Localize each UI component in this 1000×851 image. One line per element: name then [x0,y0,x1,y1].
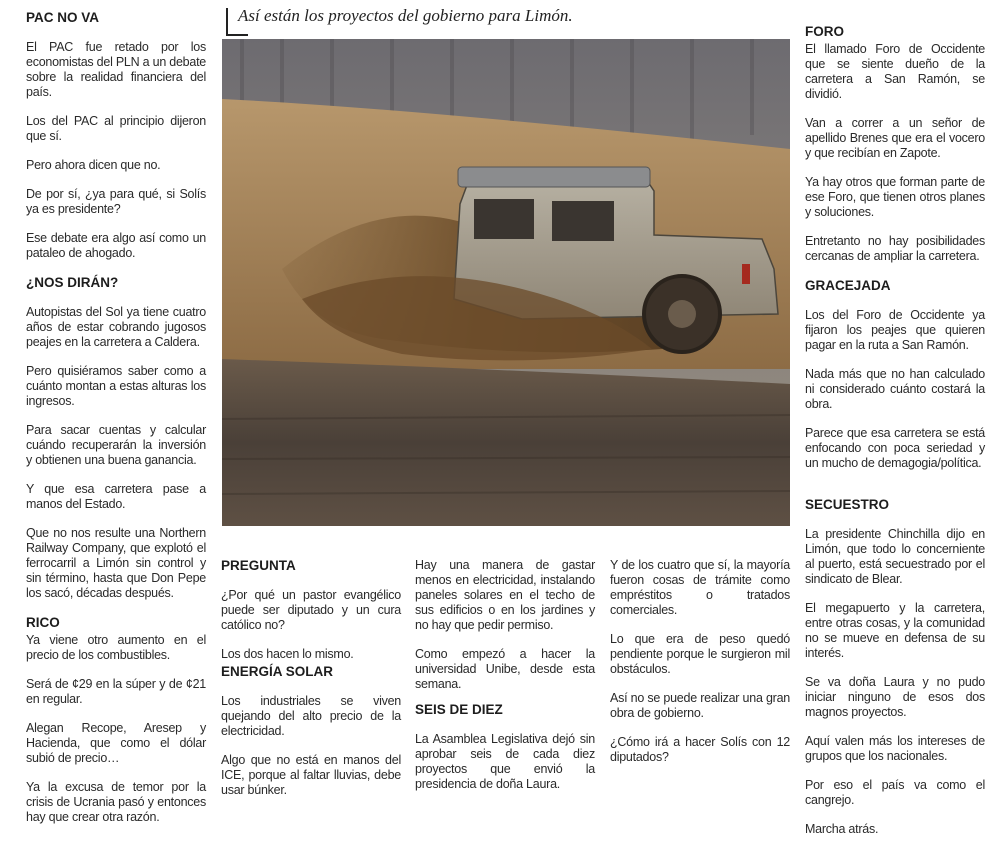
paragraph: Autopistas del Sol ya tiene cuatro años de estar cobrando jugosos peajes en la carretera a Caldera. [26,305,206,349]
paragraph: Algo que no está en manos del ICE, porque al faltar lluvias, debe usar búnker. [221,753,401,797]
paragraph: Será de ¢29 en la súper y de ¢21 en regular. [26,677,206,706]
headline-block [226,4,796,34]
paragraph: Que no nos resulte una Northern Railway Company, que explotó el ferrocarril a Limón sin control y sin término, hasta que Don Pepe los sacó, décadas después. [26,526,206,600]
paragraph: ¿Cómo irá a hacer Solís con 12 diputados? [610,735,790,764]
paragraph: La Asamblea Legislativa dejó sin aprobar seis de cada diez proyectos que envió la presidencia de doña Laura. [415,732,595,791]
paragraph: Y de los cuatro que sí, la mayoría fueron cosas de trámite como empréstitos o tratados comerciales. [610,558,790,617]
paragraph: Los dos hacen lo mismo. [221,647,354,661]
bottom-column-1 [221,558,401,812]
paragraph: Alegan Recope, Aresep y Hacienda, que como el dólar subió de precio… [26,721,206,765]
section-title: PAC NO VA [26,10,100,25]
left-column [26,10,206,839]
paragraph: Ya hay otros que forman parte de ese Foro, que tienen otros planes y soluciones. [805,175,985,219]
right-column [805,24,985,851]
paragraph: El PAC fue retado por los economistas del PLN a un debate sobre la realidad financiera del país. [26,40,206,99]
section-title: RICO [26,615,60,630]
paragraph: De por sí, ¿ya para qué, si Solís ya es presidente? [26,187,206,216]
paragraph: Ya viene otro aumento en el precio de los combustibles. [26,633,206,662]
bottom-column-3 [610,558,790,779]
paragraph: El megapuerto y la carretera, entre otras cosas, y la comunidad no se mueve en defensa de su interés. [805,601,985,660]
paragraph: Los del PAC al principio dijeron que sí. [26,114,206,143]
paragraph: Pero quisiéramos saber como a cuánto montan a estas alturas los ingresos. [26,364,206,408]
section-title: PREGUNTA [221,558,296,573]
paragraph: Lo que era de peso quedó pendiente porque le surgieron mil obstáculos. [610,632,790,676]
paragraph: Van a correr a un señor de apellido Brenes que era el vocero y que recibían en Zapote. [805,116,985,160]
paragraph: Y que esa carretera pase a manos del Estado. [26,482,206,511]
paragraph: Por eso el país va como el cangrejo. [805,778,985,807]
paragraph: Pero ahora dicen que no. [26,158,161,172]
paragraph: Aquí valen más los intereses de grupos que los nacionales. [805,734,985,763]
section-title: GRACEJADA [805,278,891,293]
paragraph: ¿Por qué un pastor evangélico puede ser diputado y un cura católico no? [221,588,401,632]
paragraph: Para sacar cuentas y calcular cuándo recuperarán la inversión y obtienen una buena ganancia. [26,423,206,467]
paragraph: Así no se puede realizar una gran obra de gobierno. [610,691,790,720]
section-title: FORO [805,24,844,39]
headline: Así están los proyectos del gobierno para Limón. [238,6,573,25]
paragraph: Entretanto no hay posibilidades cercanas de ampliar la carretera. [805,234,985,263]
section-title: ENERGÍA SOLAR [221,664,334,679]
paragraph: El llamado Foro de Occidente que se siente dueño de la carretera a San Ramón, se dividió. [805,42,985,101]
paragraph: Hay una manera de gastar menos en electricidad, instalando paneles solares en el techo de sus edificios o en los jardines y no hay que pedir permiso. [415,558,595,632]
paragraph: Parece que esa carretera se está enfocando con poca seriedad y un mucho de demagogia/política. [805,426,985,470]
section-title: ¿NOS DIRÁN? [26,275,119,290]
bottom-column-2 [415,558,595,806]
paragraph: Se va doña Laura y no pudo iniciar ninguno de esos dos magnos proyectos. [805,675,985,719]
paragraph: Los industriales se viven quejando del alto precio de la electricidad. [221,694,401,738]
paragraph: Los del Foro de Occidente ya fijaron los peajes que quieren pagar en la ruta a San Ramón. [805,308,985,352]
section-title: SEIS DE DIEZ [415,702,503,717]
news-photo [222,39,790,526]
paragraph: Como empezó a hacer la universidad Unibe, desde esta semana. [415,647,595,691]
paragraph: Ya la excusa de temor por la crisis de Ucrania pasó y entonces hay que crear otra razón. [26,780,206,824]
paragraph: La presidente Chinchilla dijo en Limón, que todo lo concerniente al puerto, está secuestrado por el sindicato de Blear. [805,527,985,586]
paragraph: Marcha atrás. [805,822,879,836]
paragraph: Ese debate era algo así como un pataleo de ahogado. [26,231,206,260]
paragraph: Nada más que no han calculado ni considerado cuánto costará la obra. [805,367,985,411]
section-title: SECUESTRO [805,497,890,512]
